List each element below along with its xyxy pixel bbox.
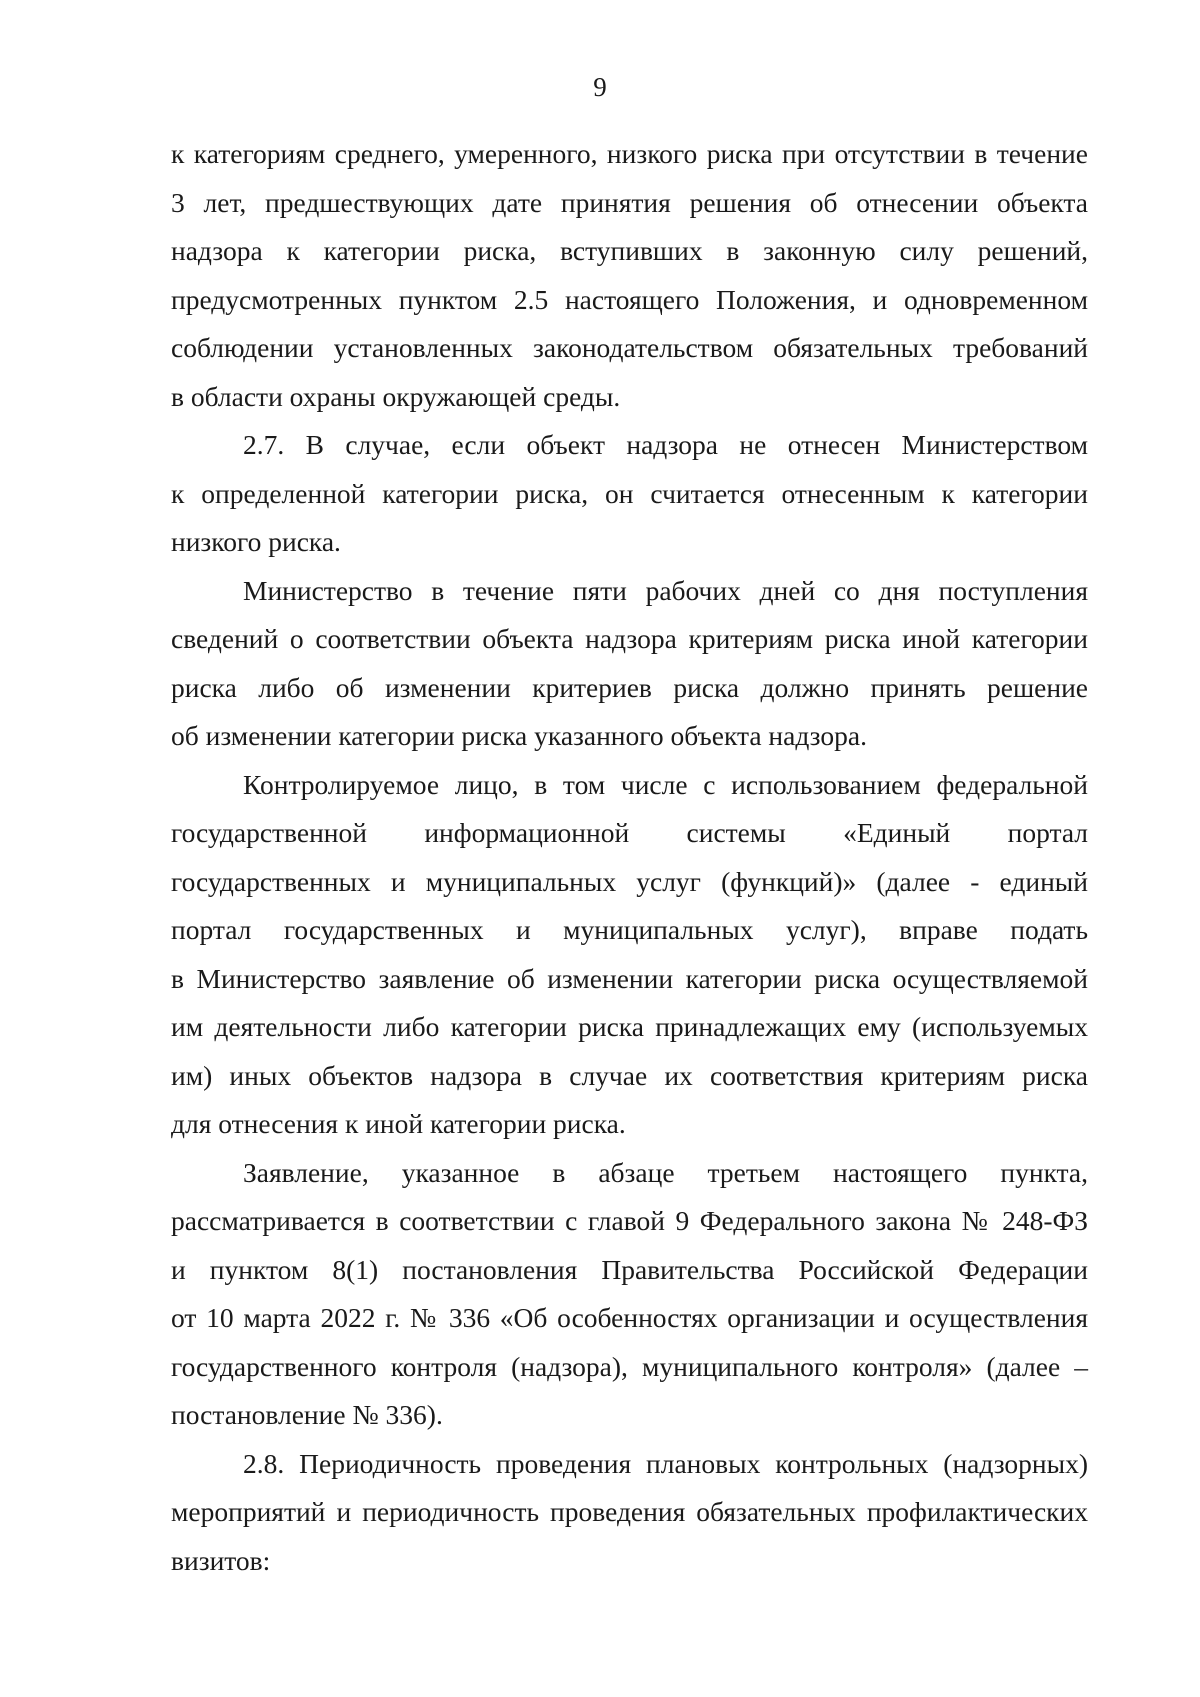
text-line: соблюдении установленных законодательством обязательных требований — [171, 332, 1088, 363]
text-line: для отнесения к иной категории риска. — [171, 1108, 626, 1139]
text-line: сведений о соответствии объекта надзора критериям риска иной категории — [171, 623, 1088, 654]
text-line: Заявление, указанное в абзаце третьем настоящего пункта, — [243, 1156, 1088, 1188]
text-line: государственного контроля (надзора), муниципального контроля» (далее – — [171, 1350, 1088, 1382]
text-line: портал государственных и муниципальных услуг), вправе подать — [171, 914, 1088, 945]
text-line: Министерство в течение пяти рабочих дней со дня поступления — [243, 574, 1088, 606]
text-line: к определенной категории риска, он считается отнесенным к категории — [171, 477, 1088, 509]
text-line: к категориям среднего, умеренного, низкого риска при отсутствии в течение — [171, 138, 1088, 169]
text-line: 3 лет, предшествующих дате принятия решения об отнесении объекта — [171, 186, 1088, 218]
text-line: от 10 марта 2022 г. № 336 «Об особенностях организации и осуществления — [171, 1302, 1088, 1333]
text-line: им деятельности либо категории риска принадлежащих ему (используемых — [171, 1011, 1088, 1042]
text-line: Контролируемое лицо, в том числе с использованием федеральной — [243, 768, 1088, 800]
page-number: 9 — [593, 72, 607, 102]
text-line: мероприятий и периодичность проведения обязательных профилактических — [171, 1496, 1088, 1527]
text-line: 2.7. В случае, если объект надзора не отнесен Министерством — [243, 429, 1088, 460]
text-line: риска либо об изменении критериев риска должно принять решение — [171, 671, 1088, 703]
text-line: и пунктом 8(1) постановления Правительства Российской Федерации — [171, 1253, 1088, 1285]
text-line: визитов: — [171, 1544, 271, 1576]
text-line: надзора к категории риска, вступивших в законную силу решений, — [171, 235, 1088, 266]
text-line: рассматривается в соответствии с главой 9 Федерального закона № 248-ФЗ — [171, 1205, 1088, 1236]
text-line: постановление № 336). — [171, 1399, 443, 1430]
text-line: в Министерство заявление об изменении категории риска осуществляемой — [171, 962, 1088, 994]
text-line: государственной информационной системы «Единый портал — [171, 817, 1088, 848]
document-body — [171, 130, 1088, 1585]
text-line: 2.8. Периодичность проведения плановых контрольных (надзорных) — [243, 1447, 1088, 1479]
text-line: в области охраны окружающей среды. — [171, 380, 621, 412]
text-line: им) иных объектов надзора в случае их соответствия критериям риска — [171, 1059, 1088, 1091]
text-line: государственных и муниципальных услуг (функций)» (далее - единый — [171, 865, 1088, 897]
text-line: предусмотренных пунктом 2.5 настоящего Положения, и одновременном — [171, 283, 1088, 315]
text-line: низкого риска. — [171, 526, 341, 557]
text-line: об изменении категории риска указанного объекта надзора. — [171, 720, 867, 751]
